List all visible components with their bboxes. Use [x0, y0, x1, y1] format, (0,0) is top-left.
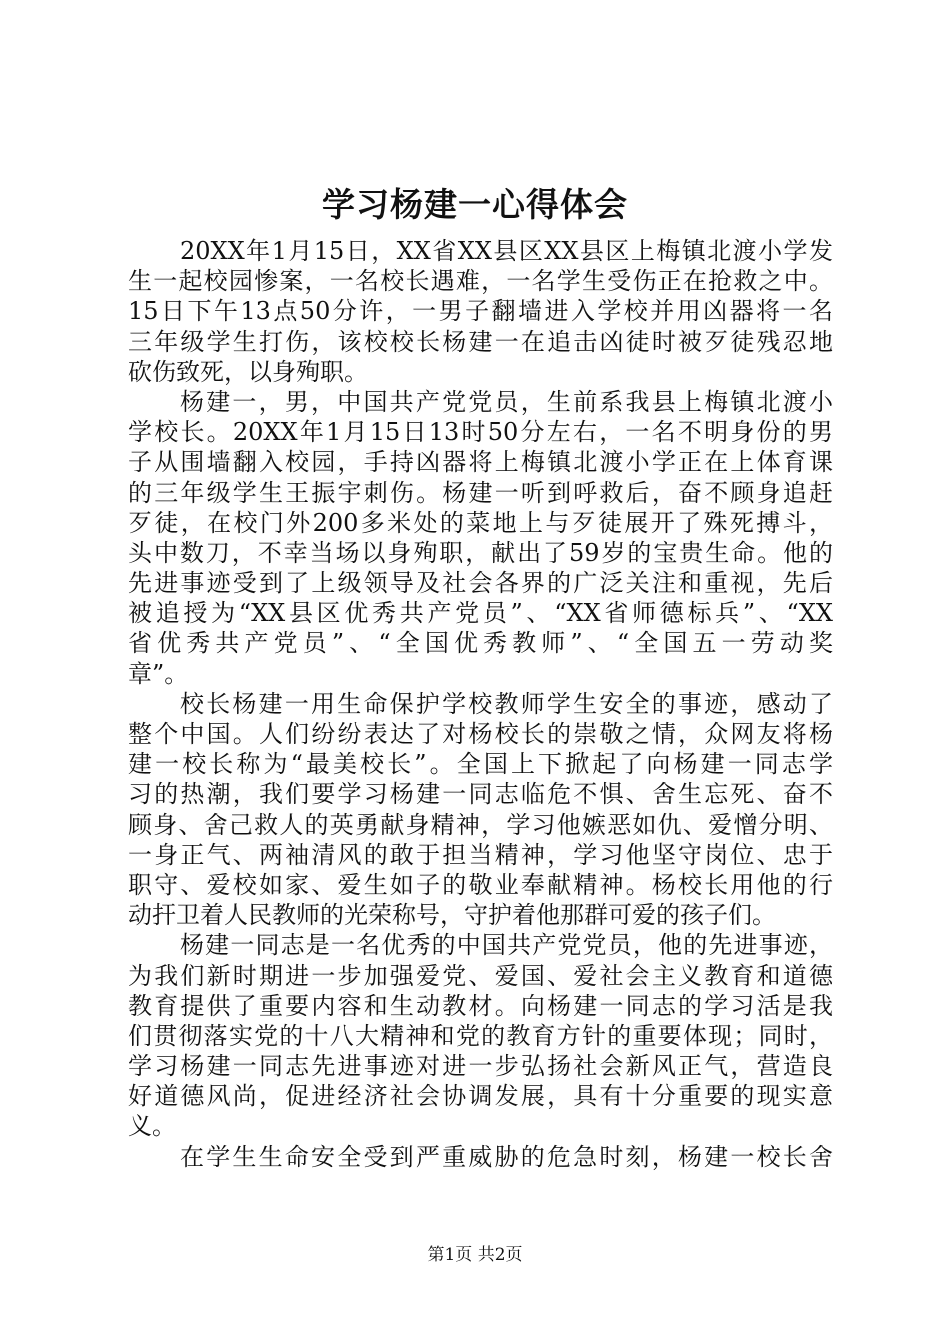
- document-title: 学习杨建一心得体会: [322, 185, 628, 224]
- text-line: 20XX年1月15日，XX省XX县区XX县区上梅镇北渡小学发: [180, 237, 833, 265]
- text-line: 学习杨建一同志先进事迹对进一步弘扬社会新风正气，营造良: [128, 1052, 833, 1081]
- text-line: 校长杨建一用生命保护学校教师学生安全的事迹，感动了: [180, 689, 833, 718]
- text-line: 生一起校园惨案，一名校长遇难，一名学生受伤正在抢救之中。: [128, 267, 833, 296]
- text-line: 三年级学生打伤，该校校长杨建一在追击凶徒时被歹徒残忍地: [128, 327, 833, 356]
- text-line: 动扞卫着人民教师的光荣称号，守护着他那群可爱的孩子们。: [128, 901, 776, 930]
- document-body: [128, 236, 833, 1172]
- text-line: 教育提供了重要内容和生动教材。向杨建一同志的学习活是我: [128, 991, 833, 1020]
- text-line: 习的热潮，我们要学习杨建一同志临危不惧、舍生忘死、奋不: [128, 780, 833, 809]
- text-line: 省优秀共产党员”、“全国优秀教师”、“全国五一劳动奖: [128, 629, 833, 658]
- text-line: 为我们新时期进一步加强爱党、爱国、爱社会主义教育和道德: [128, 961, 833, 990]
- text-line: 歹徒，在校门外200多米处的菜地上与歹徒展开了殊死搏斗，: [128, 508, 833, 537]
- text-line: 整个中国。人们纷纷表达了对杨校长的崇敬之情，众网友将杨: [128, 720, 833, 748]
- text-line: 们贯彻落实党的十八大精神和党的教育方针的重要体现；同时，: [128, 1021, 833, 1050]
- text-line: 砍伤致死，以身殉职。: [128, 357, 368, 386]
- text-line: 杨建一，男，中国共产党党员，生前系我县上梅镇北渡小: [180, 387, 833, 416]
- text-line: 章”。: [128, 659, 189, 688]
- text-line: 顾身、舍己救人的英勇献身精神，学习他嫉恶如仇、爱憎分明、: [128, 810, 833, 839]
- text-line: 义。: [128, 1112, 176, 1141]
- text-line: 的三年级学生王振宇刺伤。杨建一听到呼救后，奋不顾身追赶: [128, 478, 833, 507]
- text-line: 15日下午13点50分许，一男子翻墙进入学校并用凶器将一名: [128, 297, 833, 326]
- text-line: 先进事迹受到了上级领导及社会各界的广泛关注和重视，先后: [128, 569, 833, 598]
- page-footer: 第1页 共2页: [427, 1245, 523, 1265]
- text-line: 学校长。20XX年1月15日13时50分左右，一名不明身份的男: [128, 418, 833, 447]
- text-line: 建一校长称为“最美校长”。全国上下掀起了向杨建一同志学: [128, 750, 833, 779]
- text-line: 一身正气、两袖清风的敢于担当精神，学习他坚守岗位、忠于: [128, 840, 833, 869]
- text-line: 头中数刀，不幸当场以身殉职，献出了59岁的宝贵生命。他的: [128, 538, 833, 567]
- text-line: 被追授为“XX县区优秀共产党员”、“XX省师德标兵”、“XX: [128, 599, 833, 628]
- text-line: 在学生生命安全受到严重威胁的危急时刻，杨建一校长舍: [180, 1142, 833, 1171]
- text-line: 子从围墙翻入校园，手持凶器将上梅镇北渡小学正在上体育课: [128, 448, 833, 477]
- text-line: 职守、爱校如家、爱生如子的敬业奉献精神。杨校长用他的行: [128, 870, 833, 899]
- text-line: 杨建一同志是一名优秀的中国共产党党员，他的先进事迹，: [180, 931, 833, 960]
- text-line: 好道德风尚，促进经济社会协调发展，具有十分重要的现实意: [128, 1082, 833, 1111]
